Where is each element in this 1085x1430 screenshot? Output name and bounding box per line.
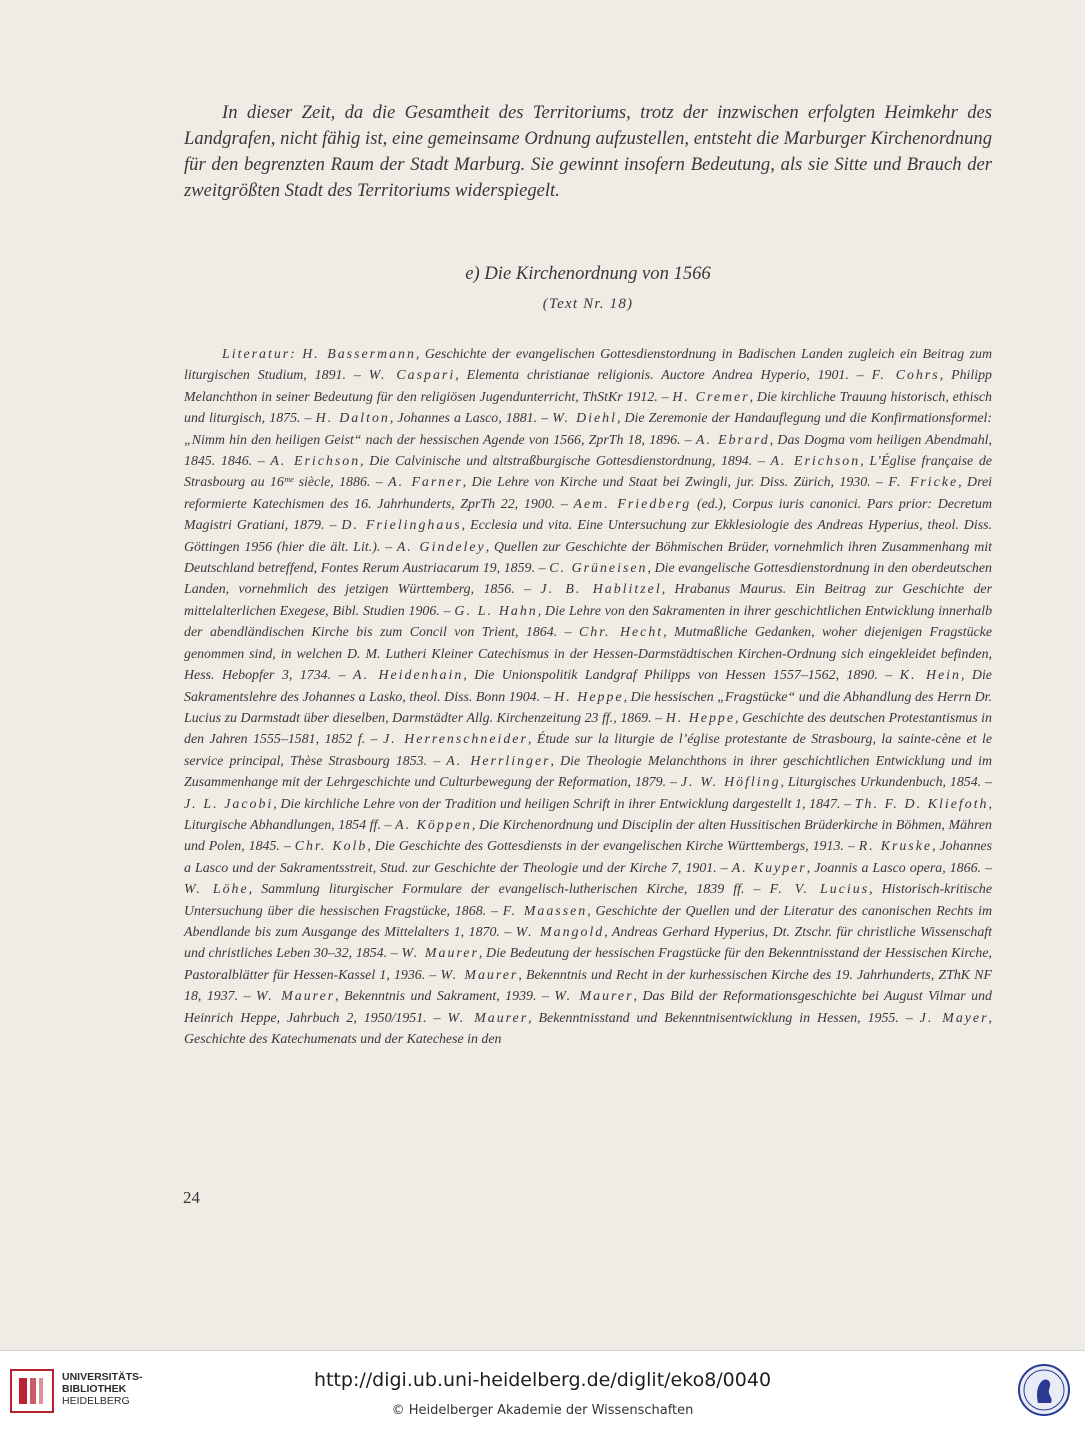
literature-author: J. Mayer [919, 1010, 989, 1026]
literature-author: W. Caspari [368, 368, 456, 384]
literature-author: R. Kruske [858, 839, 933, 855]
literature-author: A. Farner [388, 475, 463, 491]
section-heading: e) Die Kirchenordnung von 1566 [465, 263, 711, 284]
academy-seal-icon [1017, 1363, 1071, 1417]
permalink-url[interactable]: http://digi.ub.uni-heidelberg.de/diglit/eko8/0040 [313, 1369, 772, 1391]
literature-entry-text: , Die kirchliche Trauung historisch, ethisch und liturgisch, 1875. – [184, 389, 992, 427]
literature-author: H. Heppe [665, 710, 736, 726]
literature-author: D. Frielinghaus [341, 518, 462, 534]
literature-author: H. Heppe [554, 689, 624, 705]
literature-entry-text: , Geschichte der Quellen und der Literatur des canonischen Rechts im Abendlande bis zum Ausgange des Mittelalters 1, 1870. – [184, 903, 992, 940]
literature-entry-text: , Bekenntnis und Sakrament, 1939. – [335, 989, 555, 1005]
literature-author: W. Maurer [440, 967, 519, 983]
literature-author: K. Hein [899, 668, 961, 684]
literature-author: Aem. Friedberg [573, 496, 692, 512]
literature-author: W. Maurer [554, 989, 634, 1005]
literature-entry-text: , Die Calvinische und altstraßburgische Gottesdienstordnung, 1894. – [360, 454, 771, 470]
literature-author: A. Heidenhain [353, 668, 464, 684]
literature-entry-text: , Étude sur la liturgie de l’église protestante de Strasbourg, la sainte-cène et le service principal, Thèse Strasbourg 1853. – [184, 732, 993, 769]
section-subheading: (Text Nr. 18) [542, 296, 634, 312]
literature-entry-text: , Quellen zur Geschichte der Böhmischen Brüder, vornehmlich ihren Zusammenhang mit Deutschland betreffend, Fontes Rerum Austriacarum 19, 1859. – [184, 539, 992, 577]
literature-entry-text: , Die Kirchenordnung und Disciplin der alten Hussitischen Brüderkirche in Böhmen, Mähren und Polen, 1845. – [184, 817, 992, 855]
literature-entry-text: , Ecclesia und vita. Eine Untersuchung zur Ekklesiologie des Andreas Hyperius, theol. Diss. Göttingen 1956 (hier die ält. Lit.). – [184, 518, 992, 555]
literature-author: J. Herrenschneider [383, 732, 528, 748]
literature-author: C. Grüneisen [549, 561, 648, 577]
literature-author: G. L. Hahn [454, 603, 538, 619]
literature-entry-text: , Hrabanus Maurus. Ein Beitrag zur Geschichte der mittelalterlichen Exegese, Bibl. Studien 1906. – [184, 582, 992, 619]
literature-author: A. Gindeley [396, 539, 486, 555]
literature-entry-text: , Historisch-kritische Untersuchung über die hessischen Fragstücke, 1868. – [184, 882, 992, 919]
literature-author: F. V. Lucius [769, 882, 870, 898]
intro-paragraph: In dieser Zeit, da die Gesamtheit des Territoriums, trotz der inzwischen erfolgten Heimkehr des Landgrafen, nicht fähig ist, eine gemeinsame Ordnung aufzustellen, entsteht die Marburger Kirchenordnung für den begrenzten Raum der Stadt Marburg. Sie gewinnt insofern Bedeutung, als sie Sitte und Brauch der zweitgrößten Stadt des Territoriums widerspiegelt. [184, 102, 992, 201]
literature-entry-text: , Die evangelische Gottesdienstordnung in den oberdeutschen Landen, vornehmlich des jetzigen Württemberg, 1856. – [184, 561, 992, 598]
literature-author: A. Ebrard [695, 432, 770, 448]
viewer-footer [0, 1350, 1085, 1430]
literature-entry-text: , Die Sakramentslehre des Johannes a Lasko, theol. Diss. Bonn 1904. – [184, 668, 992, 705]
literature-entry-text: , Bekenntnisstand und Bekenntnisentwicklung in Hessen, 1955. – [528, 1010, 920, 1026]
literature-paragraph [184, 344, 992, 1050]
literature-author: H. Dalton [315, 411, 390, 427]
literature-author: A. Erichson [770, 454, 861, 470]
literature-author: A. Köppen [395, 817, 472, 833]
literature-author: W. Maurer [401, 946, 479, 962]
literature-author: W. Mangold [515, 924, 605, 940]
literature-entry-text: , Mutmaßliche Gedanken, woher diejenigen Fragstücke genommen sind, in welchen D. M. Lutheri Kleiner Catechismus in der Hessen-Darmstädtischen Kirchen-Ordnung sich eingekleidet befinden, Hess. Hebopfer 3, 1734. – [184, 625, 993, 684]
literature-entry-text: , Die hessischen „Fragstücke“ und die Abhandlung des Herrn Dr. Lucius zu Darmstadt über dieselben, Darmstädter Allg. Kirchenzeitung 23 ff., 1869. – [184, 689, 992, 726]
literature-author: H. Cremer [672, 389, 750, 405]
literature-entry-text: , Die Theologie Melanchthons in ihrer geschichtlichen Entwicklung und im Zusammenhange mit der Lehrgeschichte und Culturbewegung der Reformation, 1879. – [184, 753, 992, 791]
literature-author: J. B. Hablitzel [540, 582, 662, 598]
literature-entry-text: , Sammlung liturgischer Formulare der evangelisch-lutherischen Kirche, 1839 ff. – [248, 882, 770, 898]
literature-entries [184, 347, 992, 1047]
literature-author: W. Diehl [552, 411, 617, 427]
page-number: 24 [183, 1188, 200, 1207]
literature-entry-text: , L’Église française de Strasbourg au 16ᵐᵉ siècle, 1886. – [184, 454, 992, 491]
literature-entry-text: , Philipp Melanchthon in seiner Bedeutung für den religiösen Jugendunterricht, ThStKr 1912. – [184, 368, 992, 405]
literature-entry-text: , Andreas Gerhard Hyperius, Dt. Ztschr. für christliche Wissenschaft und christliches Leben 30–32, 1854. – [184, 924, 992, 962]
literature-entry-text: , Elementa christianae religionis. Auctore Andrea Hyperio, 1901. – [455, 368, 872, 384]
literature-author: Th. F. D. Kliefoth [854, 796, 989, 812]
literature-author: W. Maurer [255, 989, 336, 1005]
literature-entry-text: , Die Zeremonie der Handauflegung und die Konfirmationsformel: „Nimm hin den heiligen Geist“ nach der hessischen Agende von 1566, ZprTh 18, 1896. – [184, 411, 992, 448]
literature-author: J. W. Höfling [680, 775, 781, 791]
literature-entry-text: , Johannes a Lasco, 1881. – [389, 411, 553, 427]
literature-entry-text: , Geschichte der evangelischen Gottesdienstordnung in Badischen Landen zugleich ein Beitrag zum liturgischen Studium, 1891. – [184, 347, 992, 384]
literature-author: F. Cohrs [871, 368, 940, 384]
literature-author: H. Bassermann [302, 347, 416, 362]
literature-entry-text: (ed.), Corpus iuris canonici. Pars prior: Decretum Magistri Gratiani, 1879. – [184, 496, 992, 534]
copyright-notice: © Heidelberger Akademie der Wissenschaften [391, 1403, 694, 1418]
literature-entry-text: , Die Lehre von Kirche und Staat bei Zwingli, jur. Diss. Zürich, 1930. – [462, 475, 889, 491]
literature-entry-text: , Joannis a Lasco opera, 1866. – [806, 860, 992, 876]
literature-entry-text: , Liturgisches Urkundenbuch, 1854. – [780, 775, 992, 791]
literature-author: Chr. Hecht [578, 625, 664, 641]
literature-entry-text: , Die Unionspolitik Landgraf Philipps von Hessen 1557–1562, 1890. – [463, 668, 900, 684]
literature-author: W. Löhe [184, 882, 249, 898]
literature-entry-text: , Das Dogma vom heiligen Abendmahl, 1845. 1846. – [184, 432, 992, 470]
literature-entry-text: , Geschichte des deutschen Protestantismus in den Jahren 1555–1581, 1852 f. – [184, 710, 992, 748]
literature-entry-text: , Die Lehre von den Sakramenten in ihrer geschichtlichen Entwicklung innerhalb der abendländischen Kirche bis zum Concil von Trient, 1864. – [184, 603, 993, 641]
literature-entry-text: , Geschichte des Katechumenats und der Katechese in den [184, 1010, 992, 1047]
literature-entry-text: , Die kirchliche Lehre von der Tradition und heiligen Schrift in ihrer Entwicklung dargestellt 1, 1847. – [273, 796, 855, 812]
literature-author: J. L. Jacobi [184, 796, 274, 812]
literature-label: Literatur: [222, 347, 297, 362]
literature-entry-text: , Die Bedeutung der hessischen Fragstücke für den Bekenntnisstand der Hessischen Kirche, Pastoralblätter für Hessen-Kassel 1, 1936. – [184, 946, 993, 983]
library-name-line-2: BIBLIOTHEK [62, 1383, 127, 1395]
library-name-line-3: HEIDELBERG [62, 1395, 130, 1407]
literature-entry-text: , Liturgische Abhandlungen, 1854 ff. – [184, 796, 992, 833]
literature-entry-text: , Das Bild der Reformationsgeschichte bei August Vilmar und Heinrich Heppe, Jahrbuch 2, 1950/1951. – [184, 989, 992, 1026]
literature-author: F. Fricke [888, 475, 959, 491]
literature-author: A. Kuyper [731, 860, 807, 876]
literature-entry-text: , Drei reformierte Katechismen des 16. Jahrhunderts, ZprTh 22, 1900. – [184, 475, 992, 512]
literature-entry-text: , Die Geschichte des Gottesdiensts in der evangelischen Kirche Württembergs, 1913. – [367, 839, 859, 855]
literature-author: A. Erichson [270, 454, 361, 470]
literature-author: Chr. Kolb [294, 839, 368, 855]
literature-author: F. Maassen [502, 903, 588, 919]
literature-author: A. Herrlinger [446, 753, 551, 769]
literature-entry-text: , Bekenntnis und Recht in der kurhessischen Kirche des 19. Jahrhunderts, ZThK NF 18, 1937. – [184, 967, 992, 1005]
literature-author: W. Maurer [447, 1010, 529, 1026]
library-name-line-1: UNIVERSITÄTS- [62, 1371, 143, 1383]
literature-entry-text: , Johannes a Lasco und der Sakramentsstreit, Stud. zur Geschichte der Theologie und der Kirche 7, 1901. – [184, 839, 992, 876]
